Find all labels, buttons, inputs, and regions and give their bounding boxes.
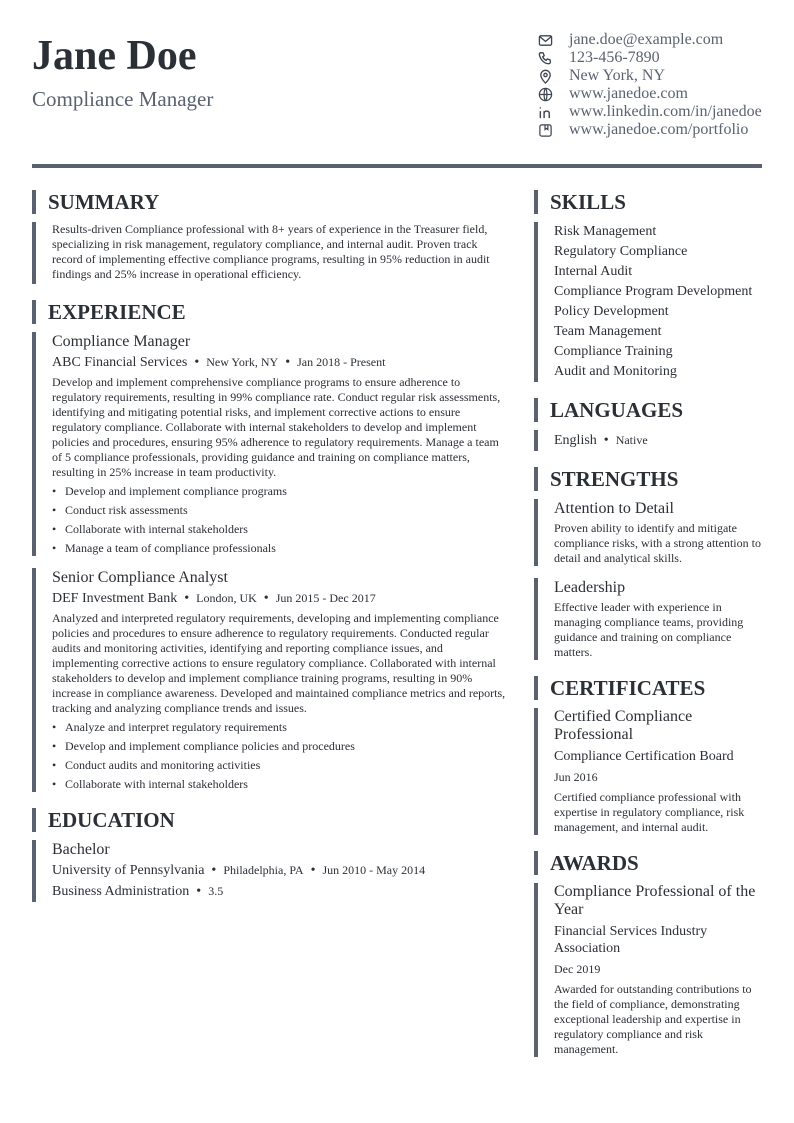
- education-meta: [52, 860, 510, 881]
- experience-heading: EXPERIENCE: [32, 300, 510, 324]
- skill-item: Compliance Training: [554, 344, 673, 359]
- certificate-issuer: Compliance Certification Board: [554, 749, 734, 764]
- skills-section: [534, 222, 764, 382]
- contact-email[interactable]: [536, 31, 776, 49]
- contact-text: www.janedoe.com: [569, 85, 688, 102]
- certificates-heading: CERTIFICATES: [534, 676, 764, 700]
- separator-dot: •: [194, 355, 200, 370]
- summary-heading: SUMMARY: [32, 190, 510, 214]
- contact-text: 123-456-7890: [569, 49, 660, 66]
- separator-dot: •: [603, 433, 609, 448]
- job-description: Analyzed and interpreted regulatory requirements, developing and implementing compliance policies and procedures to ensure adherence to regulatory requirements. Conducted regular audits and monitoring activities, identifying and reporting compliance issues, and implementing corrective actions to ensure regulatory compliance. Collaborated with internal stakeholders to develop and implement compliance training programs, resulting in 90% increase in compliance awareness. Developed and maintained compliance metrics and reports, tracking and analyzing compliance trends and issues.: [52, 611, 506, 715]
- award-item: [534, 883, 764, 1057]
- separator-dot: •: [310, 863, 316, 878]
- summary-text: Results-driven Compliance professional with 8+ years of experience in the Treasurer field, specializing in risk management, regulatory compliance, and internal audit. Proven track record of implementing effective compliance programs, resulting in 95% reduction in audit findings and 25% increase in operational efficiency.: [52, 222, 490, 281]
- job-meta: [52, 588, 510, 609]
- job-company: DEF Investment Bank: [52, 591, 178, 606]
- skill-item: Internal Audit: [554, 264, 633, 279]
- contact-location: [536, 67, 776, 85]
- award-description: Awarded for outstanding contributions to the field of compliance, demonstrating exceptional leadership and expertise in regulatory compliance and risk management.: [554, 982, 752, 1056]
- skills-heading: SKILLS: [534, 190, 764, 214]
- skill-item: Regulatory Compliance: [554, 244, 688, 259]
- job-description: Develop and implement comprehensive compliance programs to ensure adherence to regulatory requirements, resulting in 99% compliance rate. Conduct regular risk assessments, identifying and mitigating potential risks, and implement corrective actions to ensure regulatory compliance. Collaborate with internal stakeholders to develop and implement policies and procedures, ensuring 95% adherence to regulatory requirements. Manage a team of 5 compliance professionals, providing guidance and training on compliance matters, resulting in 25% increase in team productivity.: [52, 375, 501, 479]
- education-field: Business Administration: [52, 884, 190, 899]
- awards-heading: AWARDS: [534, 851, 764, 875]
- linkedin-icon: [536, 103, 554, 121]
- separator-dot: •: [211, 863, 217, 878]
- contact-text: jane.doe@example.com: [569, 31, 724, 48]
- education-item: [32, 840, 510, 902]
- certificate-title: Certified Compliance Professional: [554, 708, 693, 743]
- certificate-item: [534, 708, 764, 835]
- right-column: [534, 190, 764, 1057]
- job-bullet: • Conduct risk assessments: [52, 503, 510, 518]
- left-column: [32, 190, 510, 902]
- award-issuer: Financial Services Industry Association: [554, 924, 708, 956]
- contact-website[interactable]: [536, 85, 776, 103]
- job-location: London, UK: [196, 591, 257, 605]
- job-bullet: • Analyze and interpret regulatory requirements: [52, 720, 510, 735]
- education-degree: Bachelor: [52, 841, 110, 858]
- experience-item: [32, 332, 510, 556]
- contact-phone[interactable]: [536, 49, 776, 67]
- separator-dot: •: [263, 591, 269, 606]
- experience-item: [32, 568, 510, 792]
- summary-section: [32, 222, 510, 284]
- phone-icon: [536, 49, 554, 67]
- separator-dot: •: [285, 355, 291, 370]
- resume-header: [32, 30, 762, 150]
- strengths-heading: STRENGTHS: [534, 467, 764, 491]
- job-location: New York, NY: [206, 355, 279, 369]
- strength-description: Proven ability to identify and mitigate compliance risks, with a strong attention to detail and analytical skills.: [554, 521, 761, 565]
- languages-section: [534, 430, 764, 451]
- award-date: Dec 2019: [554, 962, 601, 976]
- job-bullet: • Collaborate with internal stakeholders: [52, 777, 510, 792]
- job-title: Compliance Manager: [52, 333, 191, 350]
- job-title: Senior Compliance Analyst: [52, 569, 228, 586]
- strength-title: Leadership: [554, 579, 626, 596]
- job-bullets: [52, 484, 510, 556]
- skill-item: Audit and Monitoring: [554, 364, 677, 379]
- portfolio-icon: [536, 121, 554, 139]
- certificate-date: Jun 2016: [554, 770, 598, 784]
- globe-icon: [536, 85, 554, 103]
- job-bullet: • Develop and implement compliance policies and procedures: [52, 739, 510, 754]
- contact-text: New York, NY: [569, 67, 666, 84]
- contact-text: www.linkedin.com/in/janedoe: [569, 103, 762, 120]
- skill-item: Risk Management: [554, 224, 657, 239]
- language-level: Native: [615, 433, 648, 447]
- separator-dot: •: [196, 884, 202, 899]
- education-dates: Jun 2010 - May 2014: [322, 863, 426, 877]
- candidate-name: Jane Doe: [32, 33, 197, 79]
- contact-portfolio[interactable]: [536, 121, 776, 139]
- strength-item: [534, 499, 764, 566]
- job-dates: Jan 2018 - Present: [297, 355, 386, 369]
- job-bullet: • Conduct audits and monitoring activities: [52, 758, 510, 773]
- job-bullet: • Develop and implement compliance programs: [52, 484, 510, 499]
- candidate-title: Compliance Manager: [32, 87, 214, 111]
- strength-item: [534, 578, 764, 660]
- job-meta: [52, 352, 510, 373]
- skill-item: Compliance Program Development: [554, 284, 753, 299]
- strength-title: Attention to Detail: [554, 500, 674, 517]
- strength-description: Effective leader with experience in managing compliance teams, providing guidance and training on compliance matters.: [554, 600, 744, 659]
- skill-item: Policy Development: [554, 304, 669, 319]
- job-bullet: • Collaborate with internal stakeholders: [52, 522, 510, 537]
- job-dates: Jun 2015 - Dec 2017: [275, 591, 376, 605]
- mail-icon: [536, 31, 554, 49]
- header-divider: [32, 164, 762, 168]
- contact-list: [536, 30, 776, 139]
- job-company: ABC Financial Services: [52, 355, 188, 370]
- award-title: Compliance Professional of the Year: [554, 883, 756, 918]
- contact-text: www.janedoe.com/portfolio: [569, 121, 749, 138]
- certificate-description: Certified compliance professional with expertise in regulatory compliance, risk management, and internal audit.: [554, 790, 745, 834]
- education-school: University of Pennsylvania: [52, 863, 205, 878]
- education-field-row: [52, 881, 510, 902]
- language-item: [554, 430, 764, 451]
- language-name: English: [554, 433, 597, 448]
- education-gpa: 3.5: [208, 884, 224, 898]
- skill-item: Team Management: [554, 324, 662, 339]
- contact-linkedin[interactable]: [536, 103, 776, 121]
- separator-dot: •: [184, 591, 190, 606]
- location-icon: [536, 67, 554, 85]
- education-location: Philadelphia, PA: [223, 863, 304, 877]
- languages-heading: LANGUAGES: [534, 398, 764, 422]
- job-bullet: • Manage a team of compliance professionals: [52, 541, 510, 556]
- education-heading: EDUCATION: [32, 808, 510, 832]
- job-bullets: [52, 720, 510, 792]
